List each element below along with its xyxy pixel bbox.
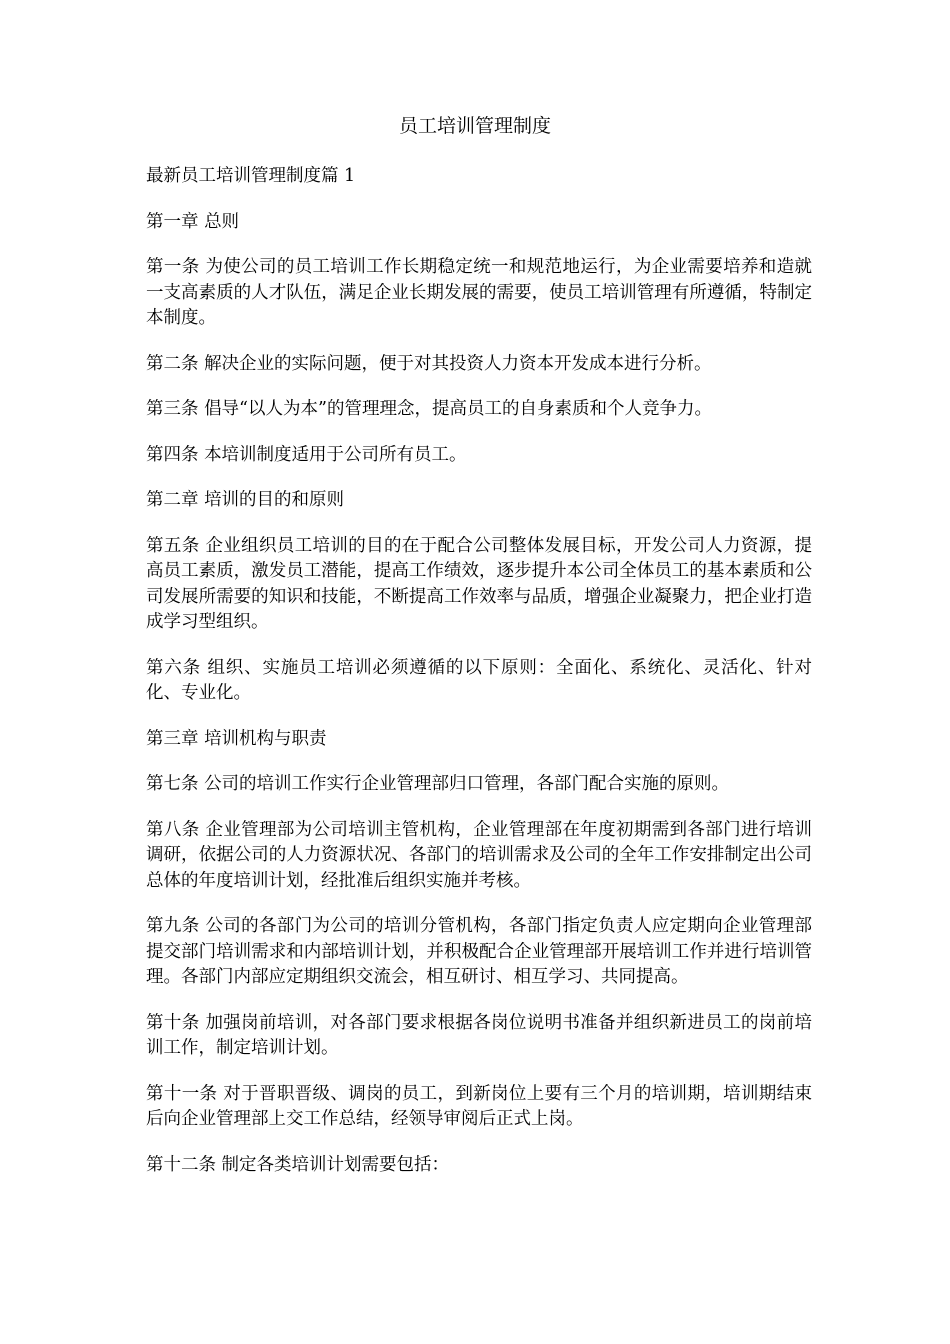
article-paragraph: 第五条 企业组织员工培训的目的在于配合公司整体发展目标，开发公司人力资源，提高员工素质，激发员工潜能，提高工作绩效，逐步提升本公司全体员工的基本素质和公司发展所需要的知识和技能，不断提高工作效率与品质，增强企业凝聚力，把企业打造成学习型组织。: [146, 535, 812, 632]
article-paragraph: 第八条 企业管理部为公司培训主管机构，企业管理部在年度初期需到各部门进行培训调研，依据公司的人力资源状况、各部门的培训需求及公司的全年工作安排制定出公司总体的年度培训计划，经批准后组织实施并考核。: [146, 819, 812, 891]
article-paragraph: 第九条 公司的各部门为公司的培训分管机构，各部门指定负责人应定期向企业管理部提交部门培训需求和内部培训计划，并积极配合企业管理部开展培训工作并进行培训管理。各部门内部应定期组织交流会，相互研讨、相互学习、共同提高。: [146, 916, 812, 987]
article-paragraph: 第十条 加强岗前培训，对各部门要求根据各岗位说明书准备并组织新进员工的岗前培训工作，制定培训计划。: [146, 1012, 812, 1058]
article-paragraph: 第四条 本培训制度适用于公司所有员工。: [146, 444, 467, 465]
article-paragraph: 第二条 解决企业的实际问题，便于对其投资人力资本开发成本进行分析。: [146, 353, 712, 374]
article-paragraph: 第三条 倡导“以人为本”的管理理念，提高员工的自身素质和个人竞争力。: [146, 399, 712, 419]
document-title: 员工培训管理制度: [398, 115, 551, 137]
article-paragraph: 第七条 公司的培训工作实行企业管理部归口管理，各部门配合实施的原则。: [146, 774, 730, 794]
document-subtitle: 最新员工培训管理制度篇 1: [146, 166, 356, 186]
chapter-heading: 第三章 培训机构与职责: [146, 728, 327, 749]
document-body: [146, 164, 812, 1198]
chapter-heading: 第一章 总则: [146, 211, 240, 232]
article-paragraph: 第十一条 对于晋职晋级、调岗的员工，到新岗位上要有三个月的培训期，培训期结束后向企业管理部上交工作总结，经领导审阅后正式上岗。: [146, 1083, 812, 1129]
article-paragraph: 第十二条 制定各类培训计划需要包括：: [146, 1154, 450, 1175]
chapter-heading: 第二章 培训的目的和原则: [146, 490, 345, 510]
article-paragraph: 第一条 为使公司的员工培训工作长期稳定统一和规范地运行，为企业需要培养和造就一支高素质的人才队伍，满足企业长期发展的需要，使员工培训管理有所遵循，特制定本制度。: [146, 257, 812, 328]
article-paragraph: 第六条 组织、实施员工培训必须遵循的以下原则：全面化、系统化、灵活化、针对化、专业化。: [146, 657, 812, 703]
